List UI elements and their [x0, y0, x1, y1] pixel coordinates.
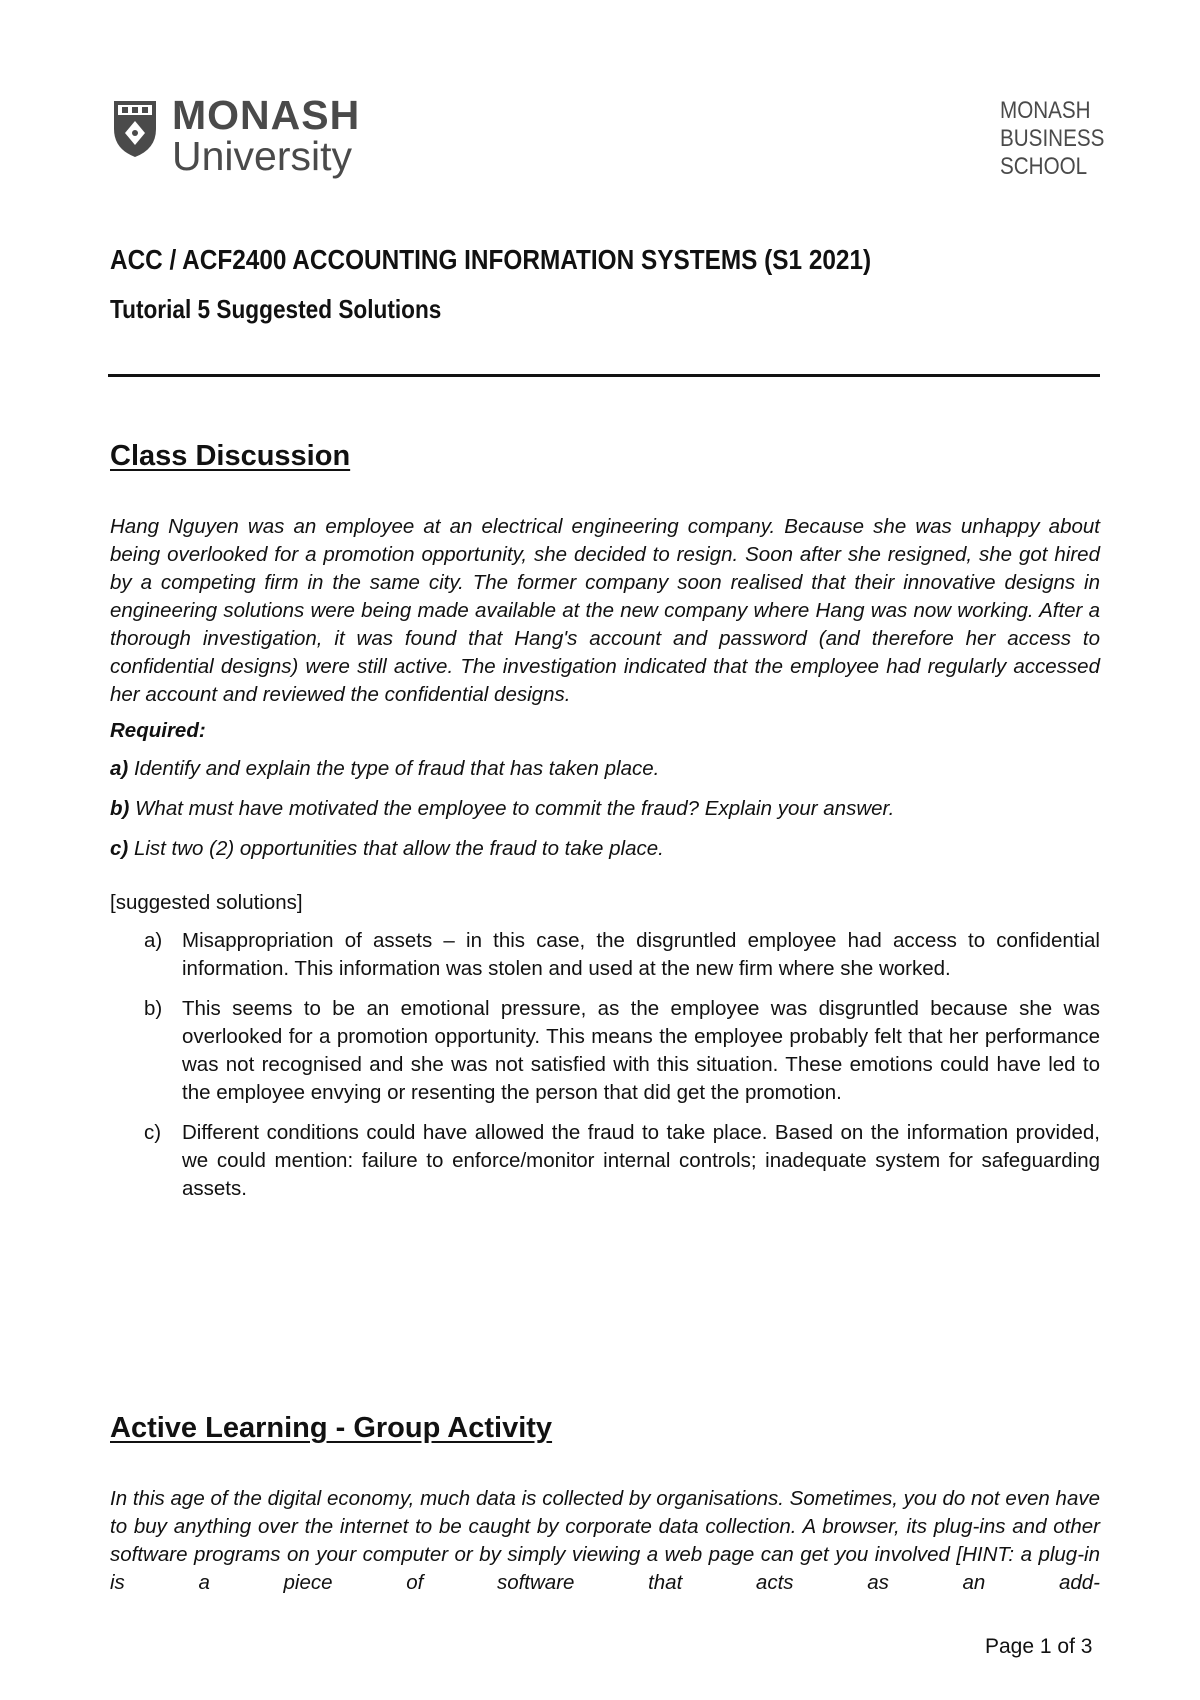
- solution-b-marker: b): [144, 997, 163, 1020]
- monash-crest-icon: [112, 99, 158, 159]
- tutorial-title: Tutorial 5 Suggested Solutions: [110, 294, 442, 324]
- suggested-solutions-label: [suggested solutions]: [110, 891, 303, 914]
- question-b: [110, 795, 1100, 823]
- question-c: [110, 835, 1100, 863]
- question-b-text: What must have motivated the employee to commit the fraud? Explain your answer.: [135, 797, 895, 820]
- required-label: Required:: [110, 719, 206, 742]
- question-a: [110, 755, 1100, 783]
- solutions-list: [110, 927, 1100, 1203]
- school-logo-line1: MONASH: [1000, 97, 1091, 124]
- question-c-text: List two (2) opportunities that allow the fraud to take place.: [133, 837, 664, 860]
- active-learning-body: [110, 1485, 1100, 1597]
- question-a-marker: a): [110, 757, 129, 780]
- solution-a-marker: a): [144, 929, 163, 952]
- active-learning-heading: Active Learning - Group Activity: [110, 1412, 553, 1444]
- school-logo-line2: BUSINESS: [1000, 125, 1105, 152]
- class-discussion-body: [110, 513, 1100, 1215]
- solution-c-marker: c): [144, 1121, 162, 1144]
- scenario-text: Hang Nguyen was an employee at an electrical engineering company. Because she was unhappy about being overlooked for a promotion opportunity, she decided to resign. Soon after she resigned, she got hired by a competing firm in the same city. The former company soon realised that their innovative designs in engineering solutions were being made available at the new company where Hang was now working. After a thorough investigation, it was found that Hang's account and password (and therefore her access to confidential designs) were still active. The investigation indicated that the employee had regularly accessed her account and reviewed the confidential designs.: [110, 515, 1100, 706]
- question-b-marker: b): [110, 797, 130, 820]
- solution-a-text: Misappropriation of assets – in this case, the disgruntled employee had access to confidential information. This information was stolen and used at the new firm where she worked.: [182, 929, 1100, 980]
- monash-university-logo: [112, 92, 361, 179]
- class-discussion-heading: Class Discussion: [110, 440, 351, 472]
- logo-monash-text: MONASH: [172, 92, 361, 138]
- solution-c-text: Different conditions could have allowed the fraud to take place. Based on the information provided, we could mention: failure to enforce/monitor internal controls; inadequate system for safeguarding assets.: [182, 1121, 1100, 1200]
- question-c-marker: c): [110, 837, 129, 860]
- logo-university-text: University: [172, 133, 352, 179]
- title-divider: [108, 374, 1100, 377]
- page-number: Page 1 of 3: [985, 1635, 1093, 1658]
- active-learning-intro: In this age of the digital economy, much data is collected by organisations. Sometimes, you do not even have to buy anything over the internet to be caught by corporate data collection. A browser, its plug-ins and other software programs on your computer or by simply viewing a web page can get you involved [HINT: a plug-in is a piece of software that acts as an add-: [110, 1487, 1100, 1594]
- solution-b: [110, 995, 1100, 1107]
- solution-c: [110, 1119, 1100, 1203]
- monash-business-school-logo: [1000, 97, 1104, 181]
- school-logo-line3: SCHOOL: [1000, 153, 1088, 180]
- solution-b-text: This seems to be an emotional pressure, as the employee was disgruntled because she was overlooked for a promotion opportunity. This means the employee probably felt that her performance was not recognised and she was not satisfied with this situation. These emotions could have led to the employee envying or resenting the person that did get the promotion.: [182, 997, 1100, 1104]
- course-title: ACC / ACF2400 ACCOUNTING INFORMATION SYSTEMS (S1 2021): [110, 244, 872, 275]
- solution-a: [110, 927, 1100, 983]
- question-a-text: Identify and explain the type of fraud that has taken place.: [133, 757, 660, 780]
